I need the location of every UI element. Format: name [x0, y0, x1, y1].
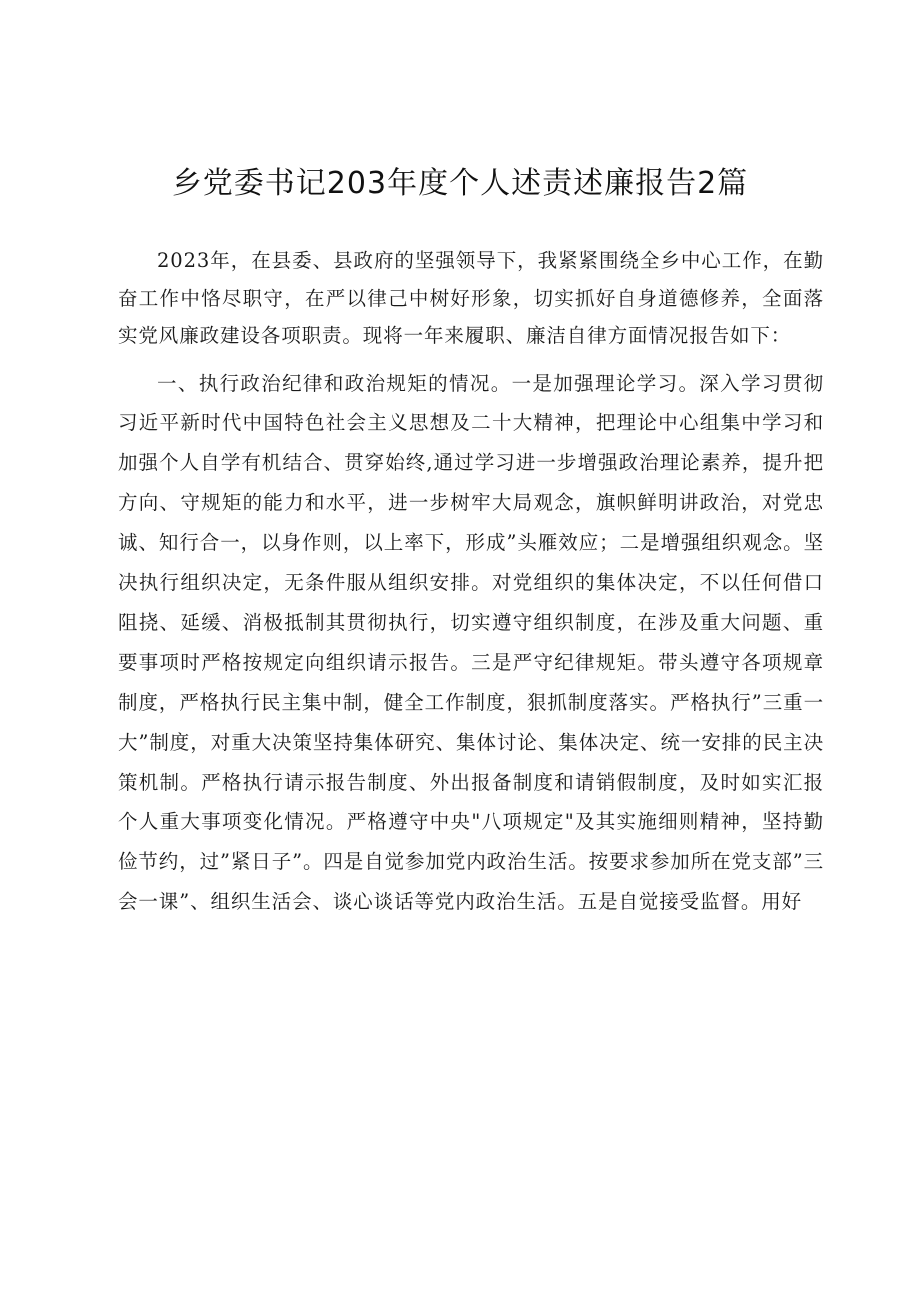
document-body — [118, 242, 824, 922]
document-title: 乡党委书记203年度个人述责述廉报告2篇 — [171, 166, 749, 201]
paragraph-intro: 2023年，在县委、县政府的坚强领导下，我紧紧围绕全乡中心工作，在勤奋工作中恪尽职守，在严以律己中树好形象，切实抓好自身道德修养，全面落实党风廉政建设各项职责。现将一年来履职、廉洁自律方面情况报告如下： — [118, 249, 824, 347]
paragraph-political-discipline: 一、执行政治纪律和政治规矩的情况。一是加强理论学习。深入学习贯彻习近平新时代中国特色社会主义思想及二十大精神，把理论中心组集中学习和加强个人自学有机结合、贯穿始终,通过学习进一步增强政治理论素养，提升把方向、守规矩的能力和水平，进一步树牢大局观念，旗帜鲜明讲政治，对党忠诚、知行合一，以身作则，以上率下，形成”头雁效应；二是增强组织观念。坚决执行组织决定，无条件服从组织安排。对党组织的集体决定，不以任何借口阻挠、延缓、消极抵制其贯彻执行，切实遵守组织制度，在涉及重大问题、重要事项时严格按规定向组织请示报告。三是严守纪律规矩。带头遵守各项规章制度，严格执行民主集中制，健全工作制度，狠抓制度落实。严格执行”三重一大”制度，对重大决策坚持集体研究、集体讨论、集体决定、统一安排的民主决策机制。严格执行请示报告制度、外出报备制度和请销假制度，及时如实汇报个人重大事项变化情况。严格遵守中央"八项规定"及其实施细则精神，坚持勤俭节约，过”紧日子”。四是自觉参加党内政治生活。按要求参加所在党支部”三会一课”、组织生活会、谈心谈话等党内政治生活。五是自觉接受监督。用好 — [118, 371, 824, 914]
